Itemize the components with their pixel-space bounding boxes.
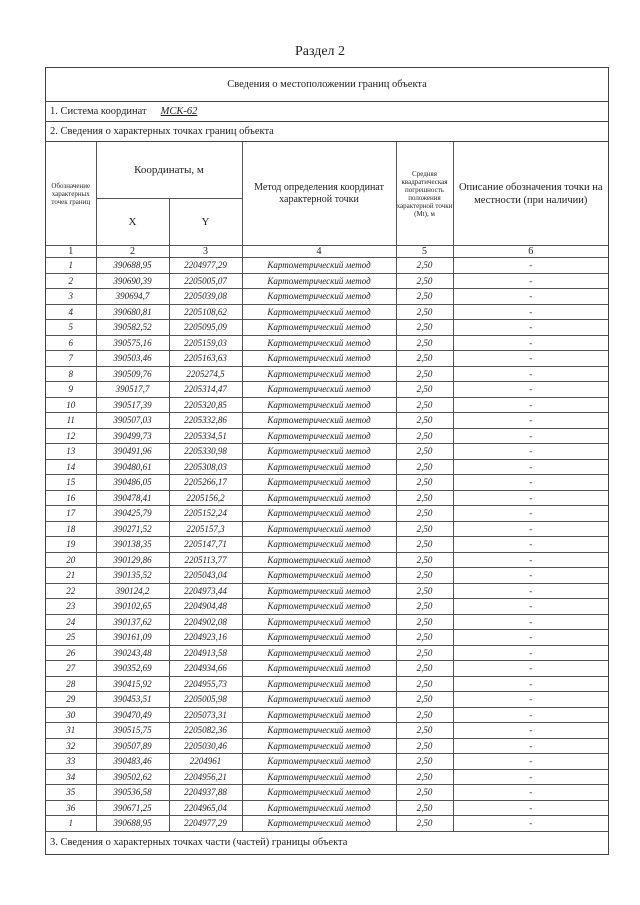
description-cell: - [453,692,608,708]
table-row [46,800,608,816]
error-value-cell: 2,50 [396,800,453,816]
table-row [46,599,608,615]
point-id-cell: 3 [46,289,96,305]
table-row [46,707,608,723]
description-cell: - [453,428,608,444]
point-id-cell: 15 [46,475,96,491]
description-cell: - [453,552,608,568]
error-value-cell: 2,50 [396,304,453,320]
description-cell: - [453,397,608,413]
error-value-cell: 2,50 [396,769,453,785]
description-cell: - [453,335,608,351]
col-error-header: Средняя квадратическая погрешность положения характерной точки (Mt), м [396,142,453,246]
method-cell: Картометрический метод [242,630,396,646]
method-cell: Картометрический метод [242,521,396,537]
y-coordinate-cell: 2205108,62 [169,304,242,320]
points-section-label: 2. Сведения о характерных точках границ объекта [46,122,608,142]
column-number: 1 [46,246,96,258]
y-coordinate-cell: 2204934,66 [169,661,242,677]
error-value-cell: 2,50 [396,630,453,646]
method-cell: Картометрический метод [242,552,396,568]
description-cell: - [453,537,608,553]
x-coordinate-cell: 390137,62 [96,614,169,630]
y-coordinate-cell: 2204973,44 [169,583,242,599]
x-coordinate-cell: 390499,73 [96,428,169,444]
description-cell: - [453,707,608,723]
table-row [46,320,608,336]
y-coordinate-cell: 2205073,31 [169,707,242,723]
method-cell: Картометрический метод [242,707,396,723]
point-id-cell: 32 [46,738,96,754]
x-coordinate-cell: 390129,86 [96,552,169,568]
table-row [46,645,608,661]
point-id-cell: 21 [46,568,96,584]
point-id-cell: 1 [46,258,96,274]
col-x-header: X [96,199,169,246]
section-heading: Раздел 2 [294,44,346,59]
parts-section-label: 3. Сведения о характерных точках части (частей) границы объекта [50,836,348,848]
table-row [46,304,608,320]
point-id-cell: 1 [46,816,96,832]
description-cell: - [453,521,608,537]
table-row [46,552,608,568]
description-cell: - [453,304,608,320]
point-id-cell: 11 [46,413,96,429]
point-id-cell: 7 [46,351,96,367]
description-cell: - [453,738,608,754]
error-value-cell: 2,50 [396,583,453,599]
method-cell: Картометрический метод [242,428,396,444]
description-cell: - [453,444,608,460]
coordinate-system-value: МСК-62 [160,106,198,117]
table-row [46,661,608,677]
method-cell: Картометрический метод [242,537,396,553]
col-point-header: Обозначение характерных точек границ [46,142,96,246]
x-coordinate-cell: 390491,96 [96,444,169,460]
description-cell: - [453,599,608,615]
method-cell: Картометрический метод [242,459,396,475]
table-row [46,335,608,351]
boundary-section [45,67,609,855]
error-value-cell: 2,50 [396,366,453,382]
y-coordinate-cell: 2204977,29 [169,258,242,274]
x-coordinate-cell: 390575,16 [96,335,169,351]
point-id-cell: 31 [46,723,96,739]
error-value-cell: 2,50 [396,723,453,739]
point-id-cell: 4 [46,304,96,320]
description-cell: - [453,506,608,522]
method-cell: Картометрический метод [242,490,396,506]
y-coordinate-cell: 2205039,08 [169,289,242,305]
error-value-cell: 2,50 [396,661,453,677]
point-id-cell: 18 [46,521,96,537]
description-cell: - [453,366,608,382]
table-row [46,537,608,553]
method-cell: Картометрический метод [242,273,396,289]
description-cell: - [453,382,608,398]
point-id-cell: 36 [46,800,96,816]
method-cell: Картометрический метод [242,723,396,739]
error-value-cell: 2,50 [396,351,453,367]
y-coordinate-cell: 2205334,51 [169,428,242,444]
x-coordinate-cell: 390517,7 [96,382,169,398]
method-cell: Картометрический метод [242,397,396,413]
x-coordinate-cell: 390483,46 [96,754,169,770]
description-cell: - [453,661,608,677]
table-row [46,366,608,382]
y-coordinate-cell: 2204961 [169,754,242,770]
x-coordinate-cell: 390536,58 [96,785,169,801]
method-cell: Картометрический метод [242,506,396,522]
x-coordinate-cell: 390271,52 [96,521,169,537]
y-coordinate-cell: 2204956,21 [169,769,242,785]
description-cell: - [453,645,608,661]
point-id-cell: 27 [46,661,96,677]
method-cell: Картометрический метод [242,614,396,630]
point-id-cell: 25 [46,630,96,646]
column-number: 2 [96,246,169,258]
description-cell: - [453,568,608,584]
x-coordinate-cell: 390480,61 [96,459,169,475]
description-cell: - [453,676,608,692]
point-id-cell: 10 [46,397,96,413]
column-number-row [46,246,608,258]
point-id-cell: 28 [46,676,96,692]
table-row [46,428,608,444]
method-cell: Картометрический метод [242,289,396,305]
boundary-points-table [46,142,608,832]
x-coordinate-cell: 390503,46 [96,351,169,367]
method-cell: Картометрический метод [242,692,396,708]
error-value-cell: 2,50 [396,707,453,723]
y-coordinate-cell: 2204977,29 [169,816,242,832]
table-row [46,614,608,630]
error-value-cell: 2,50 [396,413,453,429]
description-cell: - [453,475,608,491]
method-cell: Картометрический метод [242,475,396,491]
y-coordinate-cell: 2205157,3 [169,521,242,537]
col-y-header: Y [169,199,242,246]
y-coordinate-cell: 2205308,03 [169,459,242,475]
point-id-cell: 14 [46,459,96,475]
x-coordinate-cell: 390124,2 [96,583,169,599]
table-row [46,676,608,692]
table-row [46,289,608,305]
error-value-cell: 2,50 [396,754,453,770]
point-id-cell: 13 [46,444,96,460]
point-id-cell: 12 [46,428,96,444]
error-value-cell: 2,50 [396,490,453,506]
point-id-cell: 2 [46,273,96,289]
x-coordinate-cell: 390507,89 [96,738,169,754]
y-coordinate-cell: 2204902,08 [169,614,242,630]
description-cell: - [453,273,608,289]
description-cell: - [453,816,608,832]
x-coordinate-cell: 390135,52 [96,568,169,584]
error-value-cell: 2,50 [396,614,453,630]
points-table-body [46,258,608,832]
error-value-cell: 2,50 [396,552,453,568]
y-coordinate-cell: 2205147,71 [169,537,242,553]
method-cell: Картометрический метод [242,320,396,336]
x-coordinate-cell: 390671,25 [96,800,169,816]
x-coordinate-cell: 390486,05 [96,475,169,491]
method-cell: Картометрический метод [242,583,396,599]
method-cell: Картометрический метод [242,382,396,398]
description-cell: - [453,723,608,739]
point-id-cell: 34 [46,769,96,785]
y-coordinate-cell: 2205266,17 [169,475,242,491]
description-cell: - [453,258,608,274]
table-row [46,583,608,599]
point-id-cell: 22 [46,583,96,599]
y-coordinate-cell: 2204904,48 [169,599,242,615]
error-value-cell: 2,50 [396,397,453,413]
x-coordinate-cell: 390102,65 [96,599,169,615]
description-cell: - [453,289,608,305]
x-coordinate-cell: 390453,51 [96,692,169,708]
point-id-cell: 20 [46,552,96,568]
error-value-cell: 2,50 [396,537,453,553]
error-value-cell: 2,50 [396,521,453,537]
point-id-cell: 5 [46,320,96,336]
y-coordinate-cell: 2205043,04 [169,568,242,584]
col-coords-header: Координаты, м [96,142,242,199]
column-number: 5 [396,246,453,258]
method-cell: Картометрический метод [242,599,396,615]
x-coordinate-cell: 390688,95 [96,816,169,832]
x-coordinate-cell: 390425,79 [96,506,169,522]
error-value-cell: 2,50 [396,258,453,274]
error-value-cell: 2,50 [396,599,453,615]
method-cell: Картометрический метод [242,645,396,661]
col-method-header: Метод определения координат характерной точки [242,142,396,246]
method-cell: Картометрический метод [242,785,396,801]
method-cell: Картометрический метод [242,676,396,692]
table-row [46,459,608,475]
error-value-cell: 2,50 [396,645,453,661]
x-coordinate-cell: 390502,62 [96,769,169,785]
description-cell: - [453,583,608,599]
y-coordinate-cell: 2205163,63 [169,351,242,367]
y-coordinate-cell: 2205095,09 [169,320,242,336]
table-row [46,413,608,429]
error-value-cell: 2,50 [396,506,453,522]
description-cell: - [453,630,608,646]
error-value-cell: 2,50 [396,676,453,692]
point-id-cell: 17 [46,506,96,522]
y-coordinate-cell: 2205030,46 [169,738,242,754]
error-value-cell: 2,50 [396,475,453,491]
method-cell: Картометрический метод [242,661,396,677]
point-id-cell: 33 [46,754,96,770]
table-row [46,738,608,754]
x-coordinate-cell: 390243,48 [96,645,169,661]
table-row [46,258,608,274]
x-coordinate-cell: 390470,49 [96,707,169,723]
point-id-cell: 35 [46,785,96,801]
error-value-cell: 2,50 [396,459,453,475]
table-row [46,630,608,646]
error-value-cell: 2,50 [396,444,453,460]
error-value-cell: 2,50 [396,816,453,832]
y-coordinate-cell: 2204955,73 [169,676,242,692]
point-id-cell: 19 [46,537,96,553]
method-cell: Картометрический метод [242,335,396,351]
column-number: 4 [242,246,396,258]
column-number: 6 [453,246,608,258]
coordinate-system-label: 1. Система координат [50,106,147,117]
table-row [46,273,608,289]
point-id-cell: 8 [46,366,96,382]
x-coordinate-cell: 390694,7 [96,289,169,305]
y-coordinate-cell: 2205332,86 [169,413,242,429]
description-cell: - [453,459,608,475]
y-coordinate-cell: 2205330,98 [169,444,242,460]
y-coordinate-cell: 2205159,03 [169,335,242,351]
x-coordinate-cell: 390507,03 [96,413,169,429]
description-cell: - [453,413,608,429]
table-row [46,506,608,522]
x-coordinate-cell: 390352,69 [96,661,169,677]
method-cell: Картометрический метод [242,800,396,816]
point-id-cell: 9 [46,382,96,398]
table-row [46,521,608,537]
table-row [46,816,608,832]
y-coordinate-cell: 2204923,16 [169,630,242,646]
error-value-cell: 2,50 [396,335,453,351]
table-row [46,769,608,785]
point-id-cell: 29 [46,692,96,708]
y-coordinate-cell: 2204965,04 [169,800,242,816]
method-cell: Картометрический метод [242,258,396,274]
x-coordinate-cell: 390688,95 [96,258,169,274]
x-coordinate-cell: 390415,92 [96,676,169,692]
y-coordinate-cell: 2205274,5 [169,366,242,382]
description-cell: - [453,800,608,816]
description-cell: - [453,351,608,367]
y-coordinate-cell: 2205152,24 [169,506,242,522]
table-row [46,397,608,413]
coordinate-system-row [46,102,608,122]
point-id-cell: 30 [46,707,96,723]
method-cell: Картометрический метод [242,304,396,320]
table-row [46,475,608,491]
y-coordinate-cell: 2205005,07 [169,273,242,289]
y-coordinate-cell: 2204937,88 [169,785,242,801]
error-value-cell: 2,50 [396,273,453,289]
table-row [46,382,608,398]
point-id-cell: 16 [46,490,96,506]
x-coordinate-cell: 390478,41 [96,490,169,506]
y-coordinate-cell: 2205113,77 [169,552,242,568]
table-row [46,568,608,584]
point-id-cell: 26 [46,645,96,661]
x-coordinate-cell: 390690,39 [96,273,169,289]
description-cell: - [453,769,608,785]
table-row [46,754,608,770]
error-value-cell: 2,50 [396,738,453,754]
method-cell: Картометрический метод [242,738,396,754]
method-cell: Картометрический метод [242,816,396,832]
y-coordinate-cell: 2205156,2 [169,490,242,506]
error-value-cell: 2,50 [396,568,453,584]
y-coordinate-cell: 2205005,98 [169,692,242,708]
method-cell: Картометрический метод [242,366,396,382]
x-coordinate-cell: 390517,39 [96,397,169,413]
error-value-cell: 2,50 [396,428,453,444]
method-cell: Картометрический метод [242,413,396,429]
description-cell: - [453,785,608,801]
method-cell: Картометрический метод [242,754,396,770]
error-value-cell: 2,50 [396,289,453,305]
description-cell: - [453,490,608,506]
table-row [46,490,608,506]
description-cell: - [453,614,608,630]
x-coordinate-cell: 390582,52 [96,320,169,336]
method-cell: Картометрический метод [242,351,396,367]
description-cell: - [453,754,608,770]
table-row [46,723,608,739]
y-coordinate-cell: 2204913,58 [169,645,242,661]
point-id-cell: 6 [46,335,96,351]
method-cell: Картометрический метод [242,568,396,584]
col-description-header: Описание обозначения точки на местности (при наличии) [453,142,608,246]
method-cell: Картометрический метод [242,444,396,460]
error-value-cell: 2,50 [396,692,453,708]
point-id-cell: 23 [46,599,96,615]
table-row [46,351,608,367]
x-coordinate-cell: 390680,81 [96,304,169,320]
x-coordinate-cell: 390515,75 [96,723,169,739]
table-row [46,444,608,460]
y-coordinate-cell: 2205314,47 [169,382,242,398]
method-cell: Картометрический метод [242,769,396,785]
y-coordinate-cell: 2205082,36 [169,723,242,739]
x-coordinate-cell: 390509,76 [96,366,169,382]
error-value-cell: 2,50 [396,785,453,801]
description-cell: - [453,320,608,336]
x-coordinate-cell: 390161,09 [96,630,169,646]
error-value-cell: 2,50 [396,382,453,398]
block-title: Сведения о местоположении границ объекта [46,68,608,102]
table-row [46,692,608,708]
x-coordinate-cell: 390138,35 [96,537,169,553]
point-id-cell: 24 [46,614,96,630]
error-value-cell: 2,50 [396,320,453,336]
column-number: 3 [169,246,242,258]
y-coordinate-cell: 2205320,85 [169,397,242,413]
table-row [46,785,608,801]
